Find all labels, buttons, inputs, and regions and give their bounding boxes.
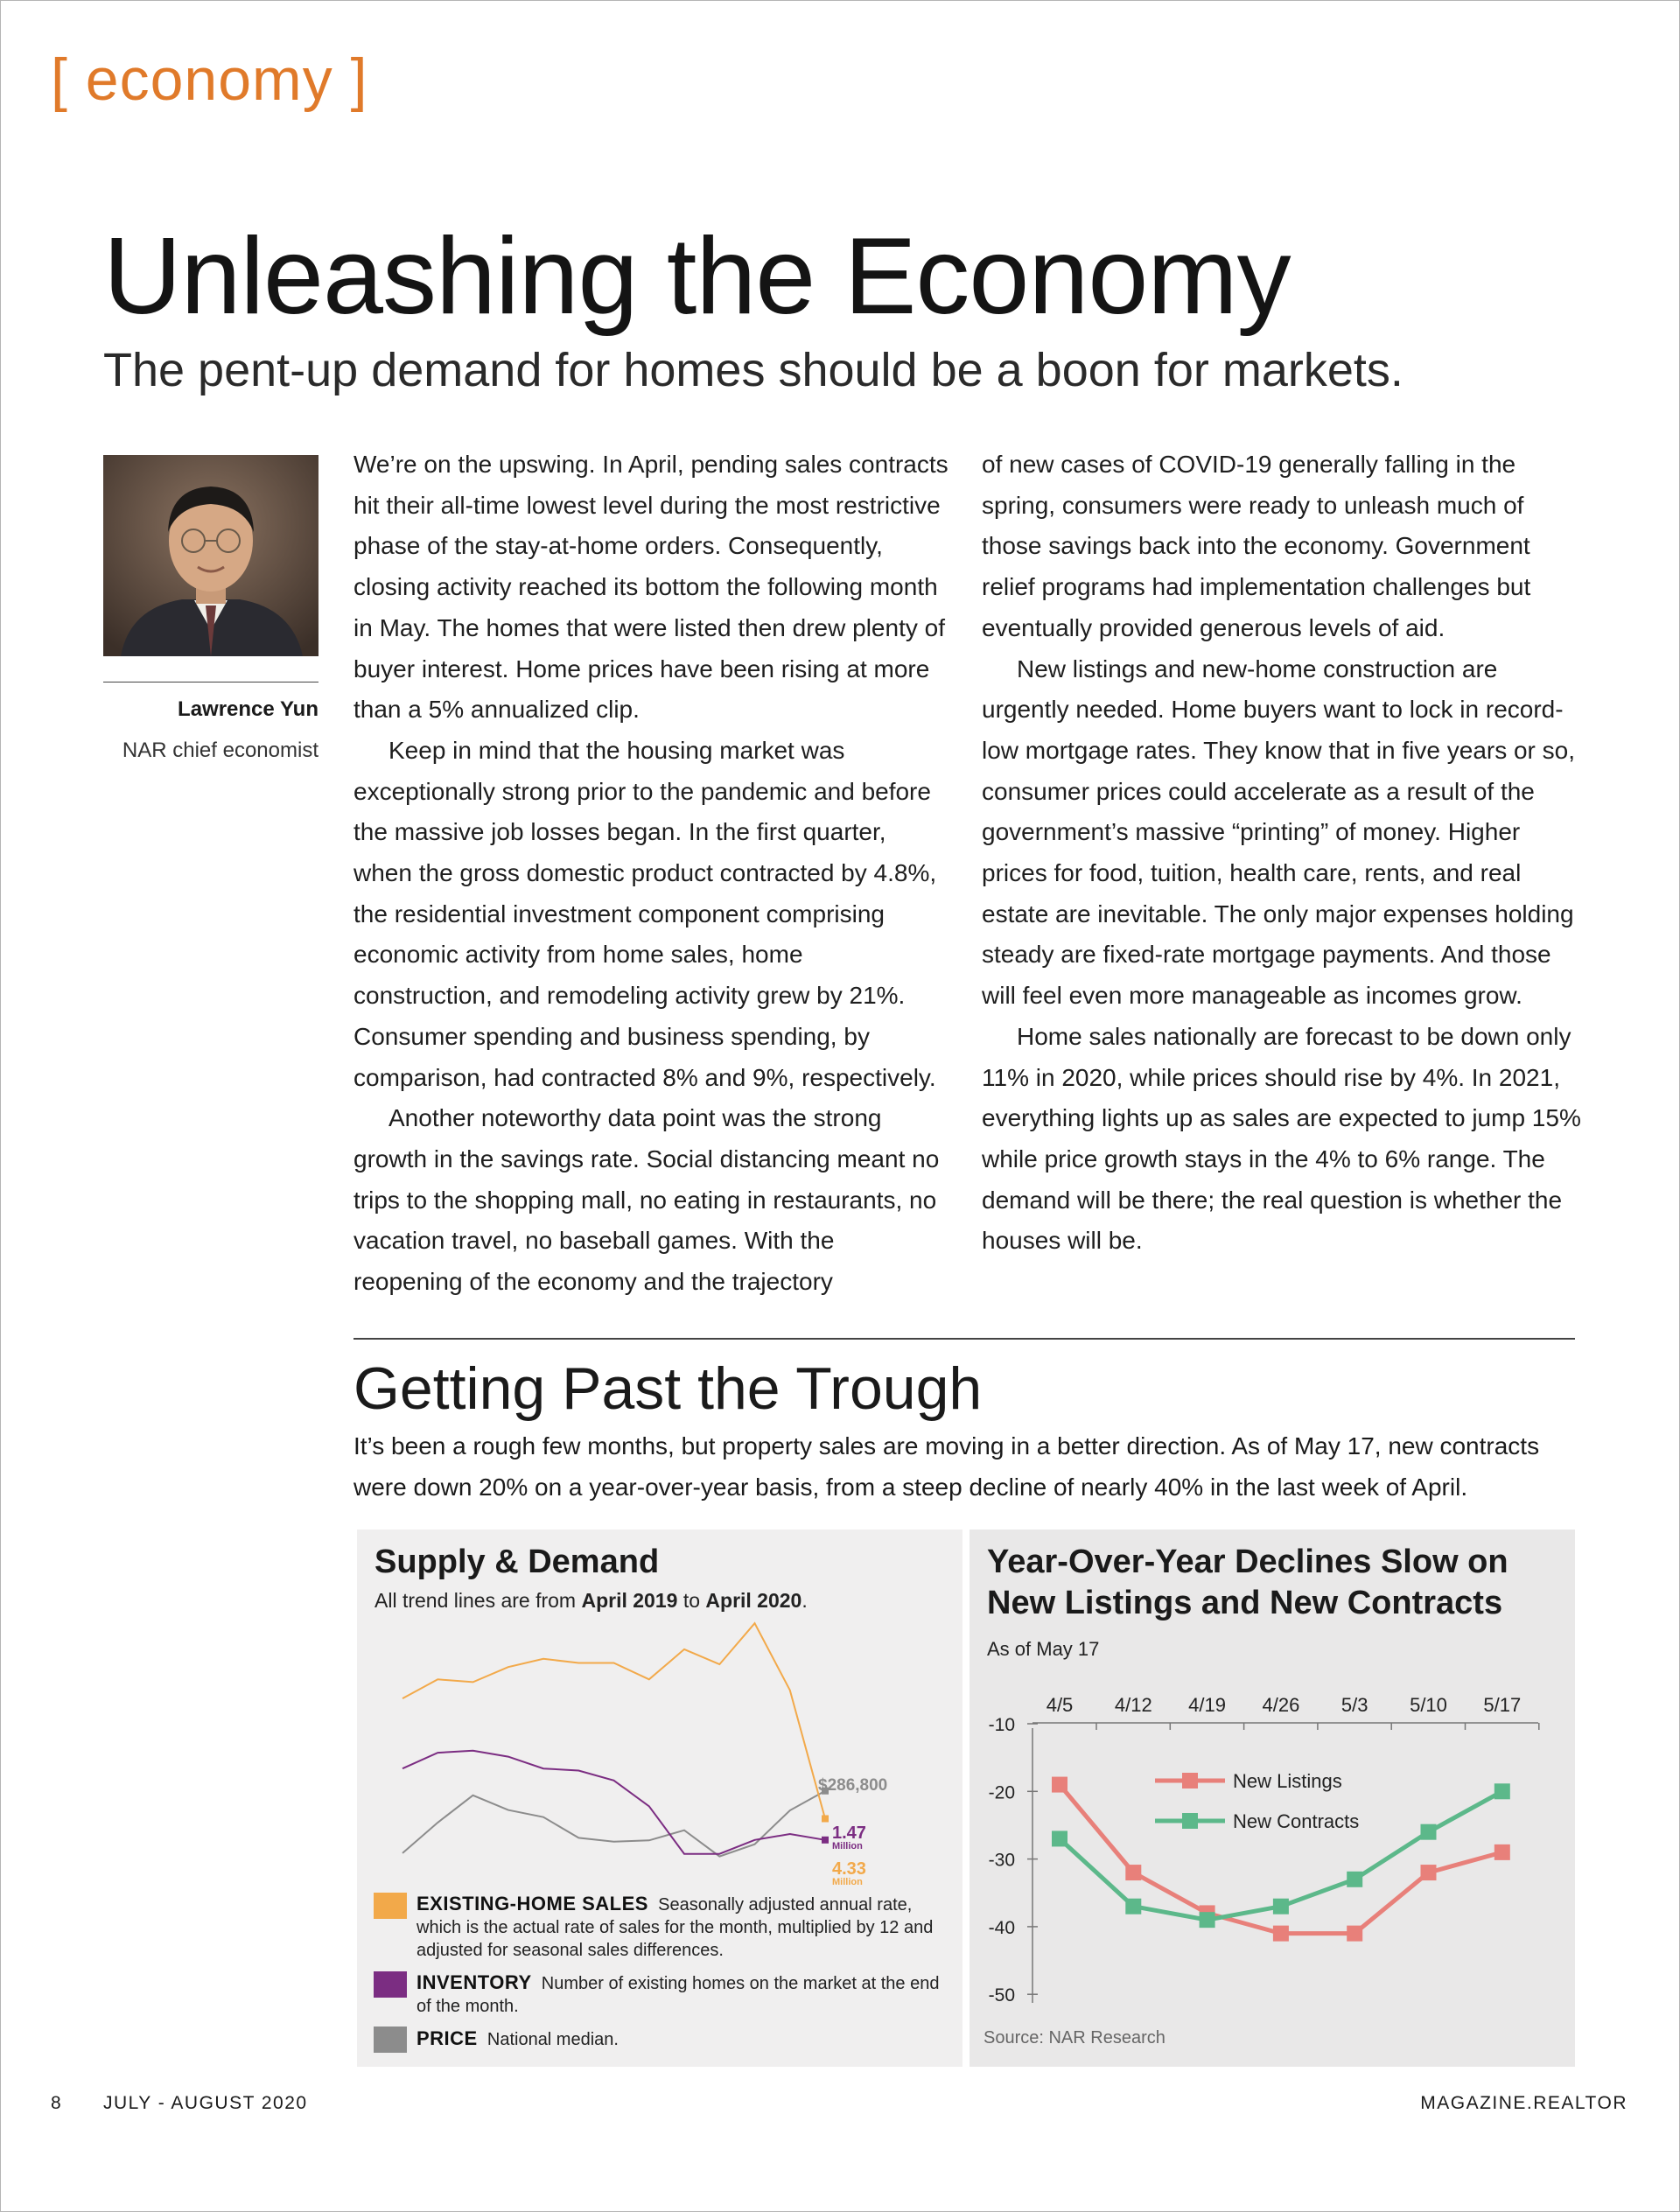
data-point-new-contracts xyxy=(1200,1912,1215,1928)
legend-description: Number of existing homes on the market at the end of the month. xyxy=(416,1974,940,2016)
subtitle-end: April 2020 xyxy=(705,1589,802,1612)
legend-marker-new-listings xyxy=(1182,1773,1198,1788)
deck: The pent-up demand for homes should be a boon for markets. xyxy=(103,344,1404,396)
data-point-new-contracts xyxy=(1125,1899,1141,1914)
y-tick-label: -10 xyxy=(988,1715,1015,1735)
body-paragraph: We’re on the upswing. In April, pending sales contracts hit their all-time lowest level during the most restrictive phase of the stay-at-home orders. Consequently, closing activity reached its bottom the following month in May. The homes that were listed then drew plenty of buyer interest. Home prices have been rising at more than a 5% annualized clip. xyxy=(354,451,948,724)
data-point-new-listings xyxy=(1125,1865,1141,1880)
body-paragraph: Keep in mind that the housing market was exceptionally strong prior to the pandemic and before the massive job losses began. In the first quarter, when the gross domestic product contracted by 4.8%, the residential investment component comprising economic activity from home sales, home construction, and remodeling activity grew by 21%. Consumer spending and business spending, by comparison, had contracted 8% and 9%, respectively. xyxy=(354,736,937,1091)
x-tick-label: 4/19 xyxy=(1188,1694,1227,1716)
data-point-new-listings xyxy=(1273,1926,1289,1942)
subtitle-text: to xyxy=(677,1589,706,1612)
y-tick-label: -20 xyxy=(988,1782,1015,1803)
x-tick-label: 4/26 xyxy=(1262,1694,1300,1716)
legend-label: INVENTORY xyxy=(416,1971,532,1993)
x-tick-label: 5/10 xyxy=(1410,1694,1447,1716)
section-tag: [ economy ] xyxy=(51,46,368,113)
x-tick-label: 4/5 xyxy=(1046,1694,1074,1716)
data-point-new-listings xyxy=(1421,1865,1437,1880)
body-paragraph: Another noteworthy data point was the strong growth in the savings rate. Social distancing meant no trips to the shopping mall, no eating in restaurants, no vacation travel, no baseball games. With the reopening of the economy and the trajectory xyxy=(354,1104,940,1296)
body-paragraph: New listings and new-home construction are urgently needed. Home buyers want to lock in record-low mortgage rates. They know that in five years or so, consumer prices could accelerate as a result of the government’s massive “printing” of money. Higher prices for food, tuition, health care, rents, and real estate are inevitable. The only major expenses holding steady are fixed-rate mortgage payments. And those will feel even more manageable as incomes grow. xyxy=(982,654,1576,1010)
x-tick-label: 4/12 xyxy=(1114,1694,1152,1716)
body-paragraph: of new cases of COVID-19 generally falling in the spring, consumers were ready to unleash much of those savings back into the economy. Government relief programs had implementation challenges but eventually provided generous levels of aid. xyxy=(982,451,1531,641)
author-title: NAR chief economist xyxy=(122,738,318,762)
subtitle-text: . xyxy=(802,1589,808,1612)
yoy-subtitle: As of May 17 xyxy=(987,1638,1100,1660)
data-point-new-listings xyxy=(1052,1777,1068,1793)
data-point-new-contracts xyxy=(1273,1899,1289,1914)
legend-description: National median. xyxy=(486,2030,619,2049)
subtitle-text: All trend lines are from xyxy=(374,1589,582,1612)
legend-description: Seasonally adjusted annual rate, which is the actual rate of sales for the month, multiplied by 12 and adjusted for seasonal sales differences. xyxy=(416,1895,934,1960)
y-tick-label: -30 xyxy=(988,1850,1015,1871)
page-number: 8 xyxy=(51,2093,62,2113)
legend-label-new-listings: New Listings xyxy=(1233,1770,1342,1792)
y-tick-label: -50 xyxy=(988,1985,1015,2006)
data-point-new-contracts xyxy=(1347,1872,1362,1887)
subtitle-start: April 2019 xyxy=(581,1589,678,1612)
x-tick-label: 5/3 xyxy=(1340,1694,1368,1716)
price-end-label: $286,800 xyxy=(818,1776,888,1795)
data-point-new-listings xyxy=(1347,1926,1362,1942)
chart-source: Source: NAR Research xyxy=(984,2028,1166,2048)
yoy-title: Year-Over-Year Declines Slow on New Listings and New Contracts xyxy=(987,1544,1508,1621)
site-url: MAGAZINE.REALTOR xyxy=(1420,2093,1628,2113)
data-point-new-contracts xyxy=(1421,1824,1437,1840)
supply-demand-title: Supply & Demand xyxy=(374,1544,660,1580)
data-point-new-contracts xyxy=(1494,1783,1510,1799)
data-point-new-listings xyxy=(1494,1844,1510,1860)
sales-end-label: 4.33 xyxy=(832,1859,866,1879)
inventory-end-unit: Million xyxy=(832,1841,863,1852)
y-tick-label: -40 xyxy=(988,1917,1015,1938)
legend-label: PRICE xyxy=(416,2027,478,2049)
sales-end-unit: Million xyxy=(832,1877,863,1887)
section-deck: It’s been a rough few months, but property sales are moving in a better direction. As of May 17, new contracts were down 20% on a year-over-year basis, from a steep decline of nearly 40% in the last week of April. xyxy=(354,1432,1540,1501)
inventory-end-label: 1.47 xyxy=(832,1824,866,1843)
x-tick-label: 5/17 xyxy=(1483,1694,1522,1716)
body-paragraph: Home sales nationally are forecast to be down only 11% in 2020, while prices should rise by 4%. In 2021, everything lights up as sales are expected to jump 15% while price growth stays in the 4% to 6% range. The demand will be there; the real question is whether the houses will be. xyxy=(982,1022,1581,1255)
legend-marker-new-contracts xyxy=(1182,1813,1198,1829)
legend-label: EXISTING-HOME SALES xyxy=(416,1893,648,1914)
data-point-new-contracts xyxy=(1052,1830,1068,1846)
headline: Unleashing the Economy xyxy=(103,216,1291,337)
author-name: Lawrence Yun xyxy=(178,697,318,721)
section-title: Getting Past the Trough xyxy=(354,1355,983,1422)
legend-label-new-contracts: New Contracts xyxy=(1233,1810,1360,1832)
issue-date: JULY - AUGUST 2020 xyxy=(103,2093,308,2113)
